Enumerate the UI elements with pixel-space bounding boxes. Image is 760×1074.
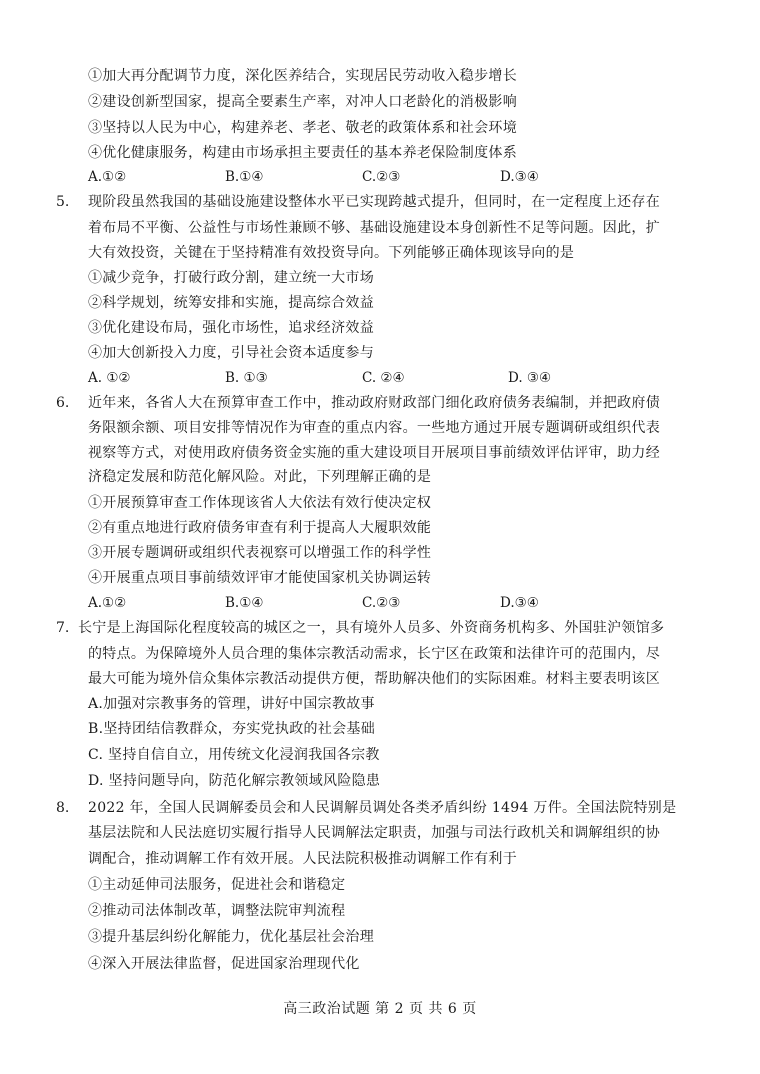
q6-option-b: B.①④ <box>225 595 264 611</box>
q6-option-c: C.②③ <box>362 595 401 611</box>
q6-stem-line-2: 务限额余额、项目安排等情况作为审查的重点内容。一些地方通过开展专题调研或组织代表 <box>88 420 660 436</box>
q5-option-b: B. ①③ <box>225 370 268 386</box>
q5-number: 5. <box>56 194 70 210</box>
q7-choice-b: B.坚持团结信教群众，夯实党执政的社会基础 <box>88 721 376 737</box>
q5-stem-line-3: 大有效投资，关键在于坚持精准有效投资导向。下列能够正确体现该导向的是 <box>88 245 575 261</box>
q5-item-2: ②科学规划，统筹安排和实施，提高综合效益 <box>88 295 374 311</box>
q7-stem-line-3: 最大可能为境外信众集体宗教活动提供方便，帮助解决他们的实际困难。材料主要表明该区 <box>88 671 660 687</box>
q5-option-a: A. ①② <box>88 370 131 386</box>
q7-choice-c: C. 坚持自信自立，用传统文化浸润我国各宗教 <box>88 747 380 763</box>
q5-item-3: ③优化建设布局，强化市场性，追求经济效益 <box>88 320 374 336</box>
q5-stem-line-1: 现阶段虽然我国的基础设施建设整体水平已实现跨越式提升，但同时，在一定程度上还存在 <box>88 194 660 210</box>
q5-item-4: ④加大创新投入力度，引导社会资本适度参与 <box>88 345 374 361</box>
q4-option-b: B.①④ <box>225 169 264 185</box>
q4-item-1: ①加大再分配调节力度，深化医养结合，实现居民劳动收入稳步增长 <box>88 68 517 84</box>
q5-option-d: D. ③④ <box>508 370 552 386</box>
q6-item-4: ④开展重点项目事前绩效评审才能使国家机关协调运转 <box>88 570 432 586</box>
q8-stem-line-2: 基层法院和人民法庭切实履行指导人民调解法定职责，加强与司法行政机关和调解组织的协 <box>88 825 660 841</box>
q8-number: 8. <box>56 800 70 816</box>
q6-stem-line-1: 近年来，各省人大在预算审查工作中，推动政府财政部门细化政府债务表编制，并把政府债 <box>88 395 660 411</box>
q6-item-1: ①开展预算审查工作体现该省人大依法有效行使决定权 <box>88 495 432 511</box>
q8-item-1: ①主动延伸司法服务，促进社会和谐稳定 <box>88 877 346 893</box>
q4-item-2: ②建设创新型国家，提高全要素生产率，对冲人口老龄化的消极影响 <box>88 94 517 110</box>
q6-number: 6. <box>56 395 70 411</box>
q4-item-4: ④优化健康服务，构建由市场承担主要责任的基本养老保险制度体系 <box>88 145 517 161</box>
q7-choice-d: D. 坚持问题导向，防范化解宗教领域风险隐患 <box>88 773 381 789</box>
q8-stem-line-3: 调配合，推动调解工作有效开展。人民法院积极推动调解工作有利于 <box>88 851 517 867</box>
q4-option-c: C.②③ <box>362 169 401 185</box>
q4-item-3: ③坚持以人民为中心，构建养老、孝老、敬老的政策体系和社会环境 <box>88 120 517 136</box>
q6-option-a: A.①② <box>88 595 127 611</box>
q4-option-a: A.①② <box>88 169 127 185</box>
q6-stem-line-3: 视察等方式，对使用政府债务资金实施的重大建设项目开展项目事前绩效评估评审，助力经 <box>88 445 660 461</box>
q7-number: 7. <box>56 620 70 636</box>
q5-stem-line-2: 着布局不平衡、公益性与市场性兼顾不够、基础设施建设本身创新性不足等问题。因此，扩 <box>88 220 660 236</box>
q7-stem-line-1: 长宁是上海国际化程度较高的城区之一，具有境外人员多、外资商务机构多、外国驻沪领馆多 <box>78 620 665 636</box>
q6-stem-line-4: 济稳定发展和防范化解风险。对此，下列理解正确的是 <box>88 469 432 485</box>
q5-item-1: ①减少竞争，打破行政分割，建立统一大市场 <box>88 270 374 286</box>
q7-stem-line-2: 的特点。为保障境外人员合理的集体宗教活动需求，长宁区在政策和法律许可的范围内，尽 <box>88 646 660 662</box>
q6-item-3: ③开展专题调研或组织代表视察可以增强工作的科学性 <box>88 545 432 561</box>
q8-item-2: ②推动司法体制改革，调整法院审判流程 <box>88 903 346 919</box>
q7-choice-a: A.加强对宗教事务的管理，讲好中国宗教故事 <box>88 696 375 712</box>
page-footer: 高三政治试题 第 2 页 共 6 页 <box>283 1001 477 1017</box>
q6-option-d: D.③④ <box>500 595 539 611</box>
q5-option-c: C. ②④ <box>362 370 405 386</box>
q4-option-d: D.③④ <box>500 169 539 185</box>
q6-item-2: ②有重点地进行政府债务审查有利于提高人大履职效能 <box>88 520 432 536</box>
q8-item-4: ④深入开展法律监督，促进国家治理现代化 <box>88 956 360 972</box>
q8-stem-line-1: 2022 年，全国人民调解委员会和人民调解员调处各类矛盾纠纷 1494 万件。全国法院特别是 <box>88 800 677 816</box>
q8-item-3: ③提升基层纠纷化解能力，优化基层社会治理 <box>88 929 374 945</box>
